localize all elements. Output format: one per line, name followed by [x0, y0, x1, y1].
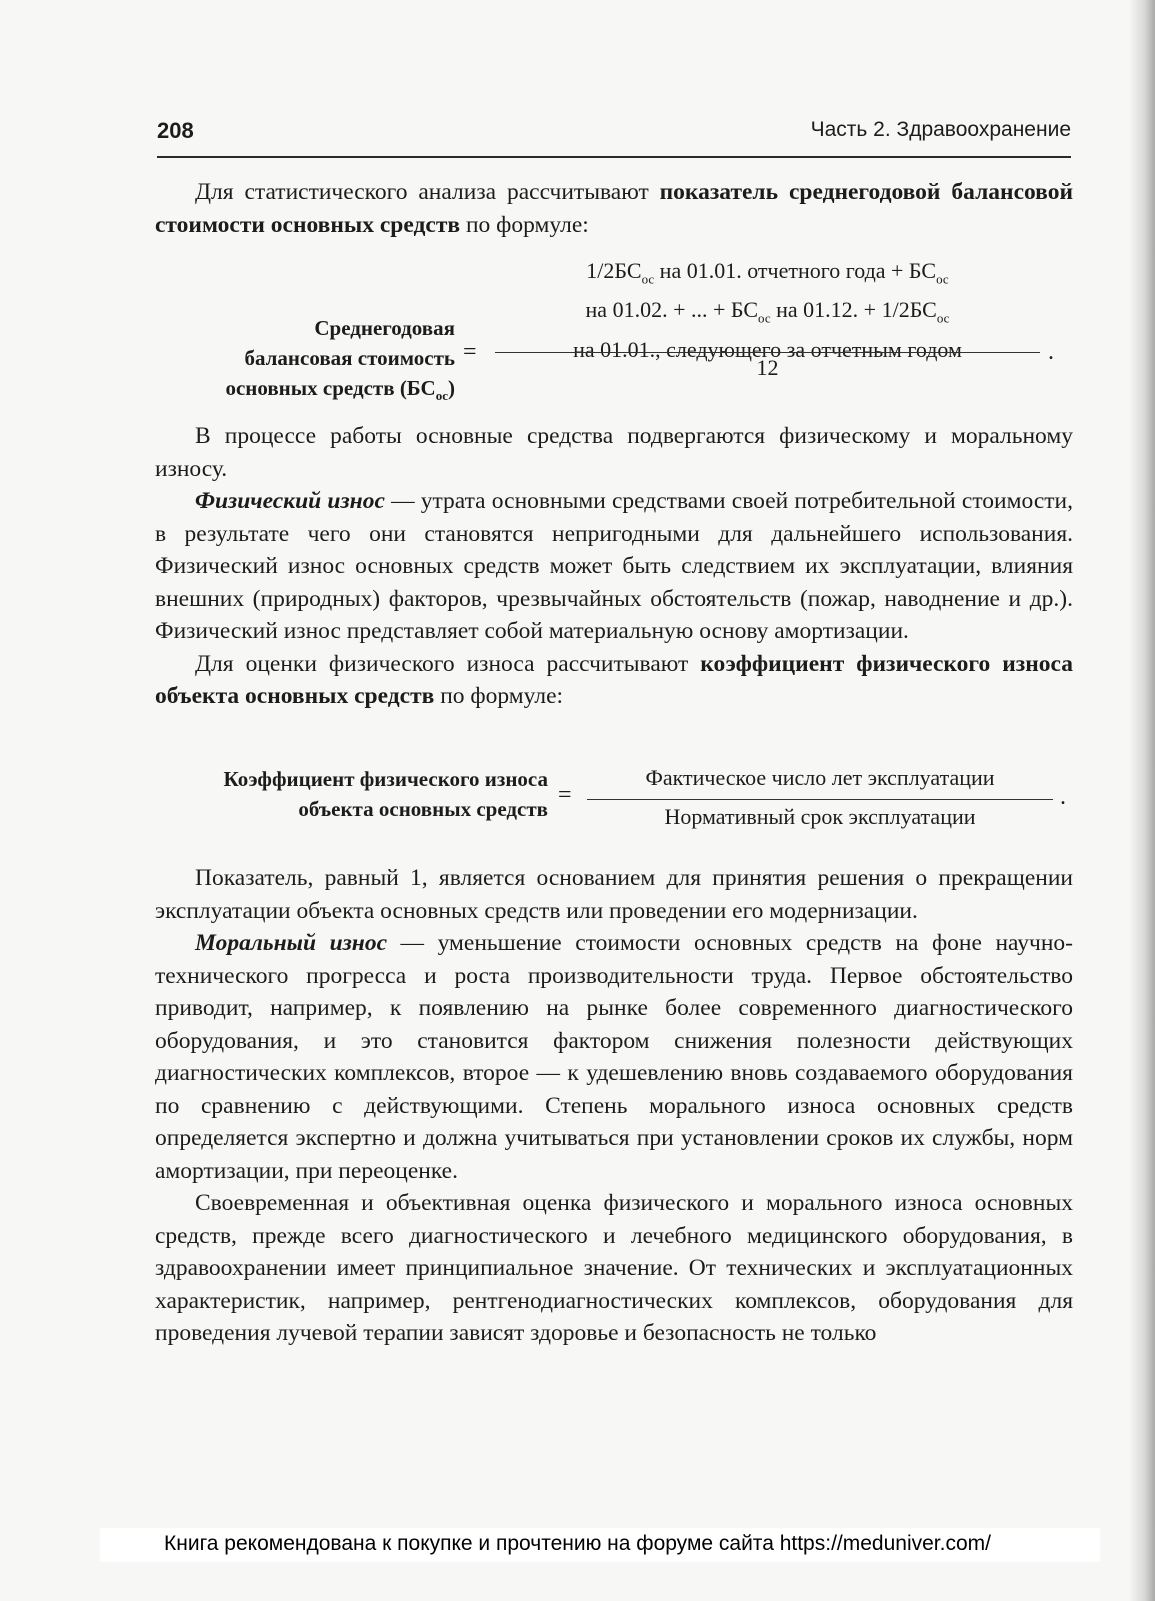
assess-text-end: по формуле:: [434, 683, 564, 709]
formula1-equals: =: [463, 339, 477, 365]
formula2-lhs-line2: объекта основных средств: [298, 797, 548, 821]
formula2-numerator: Фактическое число лет эксплуатации: [645, 765, 995, 790]
formula1-sub-4: ос: [936, 310, 950, 326]
paragraph-moral: [155, 927, 1073, 1187]
paragraph-timely: Своевременная и объективная оценка физического и морального износа основных средств, прежде всего диагностического и лечебного медицинского оборудования, в здравоохранении имеет принципиальное значение. От технических и эксплуатационных характеристик, например, рентгенодиагностических комплексов, оборудования для проведения лучевой терапии зависят здоровье и безопасность не только: [155, 1190, 1073, 1346]
formula1-lhs: [155, 313, 455, 411]
page-number: 208: [157, 118, 194, 143]
footer-ad-link[interactable]: Книга рекомендована к покупке и прочтению на форуме сайта https://meduniver.com/: [164, 1532, 991, 1555]
page-edge-shadow: [1129, 0, 1155, 1601]
assess-text: Для оценки физического износа рассчитывают: [195, 650, 701, 677]
formula2-fraction-line: [587, 799, 1053, 800]
formula1-num-3: на 01.01., следующего за отчетным годом: [573, 336, 962, 362]
intro-bold-term: показатель среднегодовой балансовой стоимости основных средств: [155, 179, 1073, 238]
formula1-sub-3: ос: [758, 310, 771, 326]
formula1-num-2b: на 01.12. + 1/2БС: [770, 297, 937, 323]
formula-average-balance: [155, 255, 1073, 405]
running-title: Часть 2. Здравоохранение: [810, 118, 1071, 141]
paragraph-assess: [155, 648, 1073, 713]
formula1-num-2a: на 01.02. + ... + БС: [585, 297, 759, 323]
term-moral: Моральный износ: [195, 930, 388, 956]
assess-bold-term: коэффициент физического износа объекта основных средств: [155, 650, 1073, 709]
paragraph-indicator: Показатель, равный 1, является основанием для принятия решения о прекращении эксплуатации объекта основных средств или проведении его модернизации.: [155, 865, 1073, 924]
formula1-lhs-line2: балансовая стоимость: [244, 346, 455, 370]
formula1-lhs-sub: ос: [435, 388, 448, 404]
formula2-lhs-line1: Коэффициент физического износа: [223, 767, 548, 791]
formula1-lhs-line3: основных средств (БС: [225, 376, 436, 400]
formula1-sub-2: ос: [936, 271, 949, 287]
formula1-fraction-line: [495, 352, 1040, 353]
formula1-period: .: [1048, 339, 1054, 365]
formula2-period: .: [1060, 784, 1066, 810]
body-block-2: [155, 862, 1073, 1350]
formula1-sub-1: ос: [641, 271, 655, 287]
formula1-num-1b: на 01.01. отчетного года + БС: [654, 258, 937, 283]
formula1-lhs-line1: Среднегодовая: [314, 316, 455, 340]
moral-text: — уменьшение стоимости основных средств на фоне научно-технического прогресса и роста производительности труда. Первое обстоятельство приводит, например, к появлению на рынке более современного диагностического оборудования, и это становится фактором снижения полезности действующих диагностических комплексов, второе — к удешевлению вновь создаваемого оборудования по сравнению с действующими. Степень морального износа основных средств определяется экспертно и должна учитываться при установлении сроков их службы, норм амортизации, при переоценке.: [155, 930, 1073, 1184]
formula1-lhs-close: ): [448, 376, 455, 400]
intro-text: Для статистического анализа рассчитывают: [195, 179, 660, 205]
formula1-denominator: 12: [756, 355, 779, 380]
formula2-lhs: [155, 764, 548, 824]
paragraph-process: В процессе работы основные средства подвергаются физическому и моральному износу.: [155, 423, 1073, 482]
formula1-num-1a: 1/2БС: [586, 258, 642, 283]
intro-paragraph: [155, 176, 1073, 241]
formula2-denominator: Нормативный срок эксплуатации: [664, 804, 976, 829]
term-physical: Физический износ: [195, 488, 385, 514]
page-header: [157, 116, 1071, 158]
intro-text-end: по формуле:: [460, 211, 589, 238]
formula2-equals: =: [558, 782, 572, 808]
formula1-numerator: [490, 255, 1045, 365]
physical-text: — утрата основными средствами своей потребительной стоимости, в результате чего они становятся непригодными для дальнейшего использования. Физический износ основных средств может быть следствием их эксплуатации, влияния внешних (природных) факторов, чрезвычайных обстоятельств (пожар, наводнение и др.). Физический износ представляет собой материальную основу амортизации.: [155, 488, 1073, 644]
body-block-1: [155, 420, 1073, 713]
paragraph-physical: [155, 485, 1073, 648]
formula-physical-wear: [155, 762, 1073, 837]
